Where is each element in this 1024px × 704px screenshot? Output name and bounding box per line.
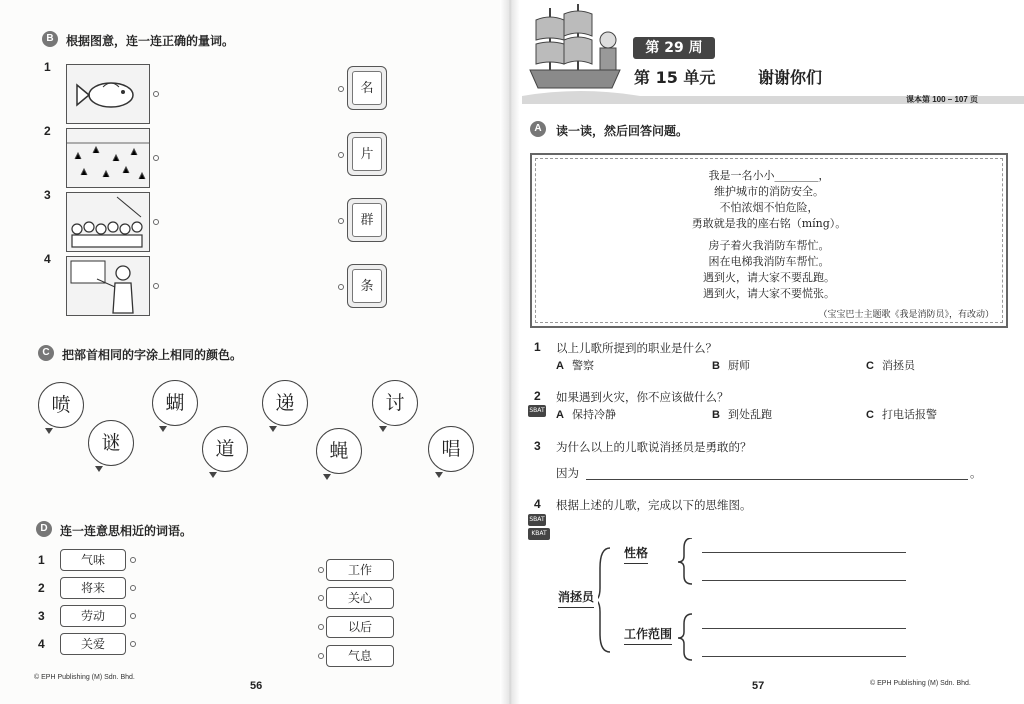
sbat-icon: SBAT [528,514,546,526]
connect-dot[interactable] [153,91,159,97]
poem-line: 遇到火，请大家不要乱跑。 [703,271,835,284]
section-c-title: 把部首相同的字涂上相同的颜色。 [62,348,243,362]
item-number: 1 [38,553,45,567]
section-d-badge: D [36,521,52,537]
option-a[interactable] [556,357,594,373]
balloon-knot [323,474,331,480]
poem-source: （宝宝巴士主题歌《我是消防员》，有改动） [818,310,994,320]
measure-word: 片 [352,137,382,171]
option-text: 消拯员 [881,359,915,372]
balloon-knot [435,472,443,478]
balloon-knot [95,466,103,472]
section-b-title: 根据图意，连一连正确的量词。 [66,34,235,48]
people-group-icon [67,193,149,251]
question-number: 4 [534,497,541,511]
grass-icon [67,129,149,187]
option-text: 厨师 [727,359,750,372]
measure-word-box [347,132,387,176]
textbook-reference: 课本第 100 – 107 页 [906,95,979,104]
item-number: 4 [38,637,45,651]
option-c[interactable] [866,357,915,373]
measure-word: 群 [352,203,382,237]
right-word-box: 工作 [326,559,394,581]
option-b[interactable] [712,406,772,422]
option-text: 到处乱跑 [727,408,772,421]
measure-word: 条 [352,269,382,303]
question-text: 为什么以上的儿歌说消拯员是勇敢的？ [556,440,752,454]
question-number: 3 [534,439,541,453]
question-text: 如果遇到火灾，你不应该做什么？ [556,390,729,404]
right-word-box: 气息 [326,645,394,667]
option-c[interactable] [866,406,937,422]
item-number: 4 [44,252,51,266]
option-text: 打电话报警 [881,408,937,421]
week-label: 第 29 周 [633,37,715,59]
mindmap-braces [598,538,708,668]
fish-picture [66,64,150,124]
poem-box [530,153,1008,328]
measure-word-box [347,66,387,110]
poem-line: 勇敢就是我的座右铭（míng）。 [691,217,847,230]
section-a-badge: A [530,121,546,137]
connect-dot[interactable] [130,613,136,619]
connect-dot[interactable] [318,595,324,601]
option-text: 警察 [571,359,594,372]
connect-dot[interactable] [318,567,324,573]
question-number: 2 [534,389,541,403]
option-letter: B [712,409,720,421]
connect-dot[interactable] [130,641,136,647]
balloon[interactable]: 蝴 [152,380,198,426]
option-text: 保持冷静 [571,408,616,421]
option-letter: A [556,360,564,372]
connect-dot[interactable] [153,283,159,289]
unit-title: 谢谢你们 [758,68,823,87]
left-word-box: 将来 [60,577,126,599]
connect-dot[interactable] [153,219,159,225]
balloon-knot [269,426,277,432]
balloon-knot [45,428,53,434]
connect-dot[interactable] [153,155,159,161]
answer-end: 。 [970,466,982,480]
section-a-title: 读一读，然后回答问题。 [556,124,689,138]
kbat-icon: KBAT [528,528,550,540]
teacher-icon [67,257,149,315]
teacher-picture [66,256,150,316]
people-picture [66,192,150,252]
balloon[interactable]: 道 [202,426,248,472]
item-number: 2 [38,581,45,595]
balloon-knot [209,472,217,478]
measure-word-box [347,264,387,308]
answer-line[interactable] [586,479,968,480]
mindmap-answer-line[interactable] [702,656,906,657]
mindmap-branch-work: 工作范围 [624,625,672,645]
page-number: 56 [250,680,263,692]
connect-dot[interactable] [338,86,344,92]
copyright-footer: © EPH Publishing (M) Sdn. Bhd. [34,674,135,681]
left-word-box: 关爱 [60,633,126,655]
copyright-footer: © EPH Publishing (M) Sdn. Bhd. [870,680,971,687]
mindmap-answer-line[interactable] [702,628,906,629]
option-a[interactable] [556,406,616,422]
mindmap-answer-line[interactable] [702,552,906,553]
poem-inner [535,158,1003,323]
balloon[interactable]: 谜 [88,420,134,466]
right-word-box: 以后 [326,616,394,638]
option-b[interactable] [712,357,750,373]
balloon[interactable]: 蝇 [316,428,362,474]
poem-line: 不怕浓烟不怕危险， [719,201,819,214]
connect-dot[interactable] [318,624,324,630]
mindmap-center: 消拯员 [558,588,594,608]
poem-line: 遇到火，请大家不要慌张。 [703,287,835,300]
book-gutter [500,0,520,704]
fish-icon [67,65,149,123]
balloon[interactable]: 喷 [38,382,84,428]
item-number: 3 [38,609,45,623]
poem-line: 维护城市的消防安全。 [714,185,824,198]
left-word-box: 劳动 [60,605,126,627]
connect-dot[interactable] [130,557,136,563]
balloon[interactable]: 递 [262,380,308,426]
measure-word-box [347,198,387,242]
sbat-icon: SBAT [528,405,546,417]
answer-prefix: 因为 [556,466,579,480]
option-letter: C [866,360,874,372]
connect-dot[interactable] [338,218,344,224]
balloon[interactable]: 讨 [372,380,418,426]
balloon[interactable]: 唱 [428,426,474,472]
item-number: 2 [44,124,51,138]
grass-picture [66,128,150,188]
poem-line: 我是一名小小________， [708,169,830,182]
question-number: 1 [534,340,541,354]
item-number: 1 [44,60,51,74]
connect-dot[interactable] [338,152,344,158]
unit-label: 第 15 单元 [634,68,716,87]
option-letter: C [866,409,874,421]
measure-word: 名 [352,71,382,105]
mindmap-answer-line[interactable] [702,580,906,581]
poem-line: 房子着火我消防车帮忙。 [708,239,830,252]
left-page [0,0,508,704]
connect-dot[interactable] [130,585,136,591]
item-number: 3 [44,188,51,202]
mindmap-branch-character: 性格 [624,544,648,564]
question-text: 根据上述的儿歌，完成以下的思维图。 [556,498,752,512]
connect-dot[interactable] [338,284,344,290]
left-word-box: 气味 [60,549,126,571]
page-number: 57 [752,680,765,692]
section-d-title: 连一连意思相近的词语。 [60,524,193,538]
right-word-box: 关心 [326,587,394,609]
question-text: 以上儿歌所提到的职业是什么？ [556,341,717,355]
balloon-knot [379,426,387,432]
option-letter: A [556,409,564,421]
section-c-badge: C [38,345,54,361]
connect-dot[interactable] [318,653,324,659]
option-letter: B [712,360,720,372]
section-b-badge: B [42,31,58,47]
poem-line: 困在电梯我消防车帮忙。 [708,255,830,268]
balloon-knot [159,426,167,432]
